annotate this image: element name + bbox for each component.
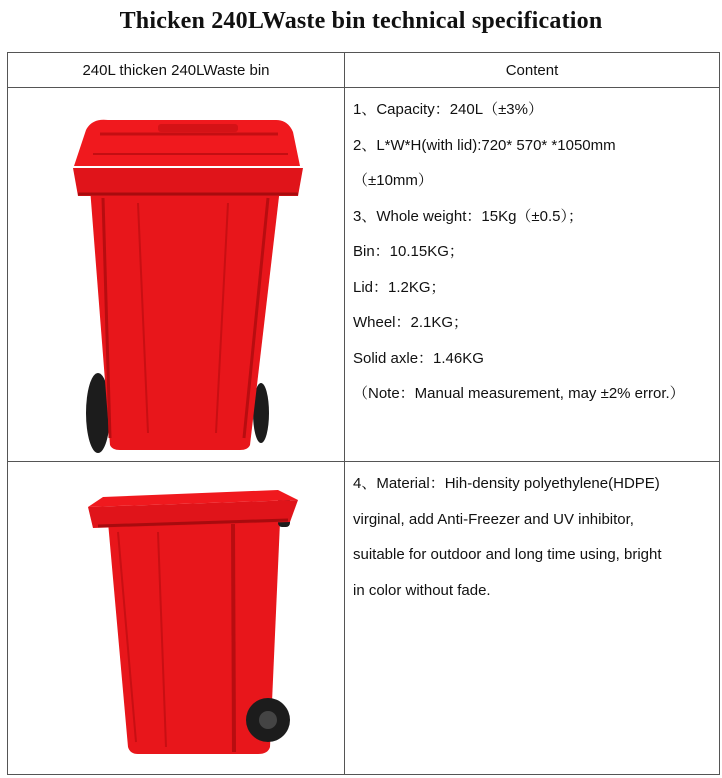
bin-front-image: [8, 88, 344, 461]
spec-table: [7, 52, 720, 775]
content-cell-specs: [345, 88, 720, 462]
spec-wheel-weight: Wheel：2.1KG；: [353, 314, 469, 331]
spec-bin-weight: Bin：10.15KG；: [353, 243, 464, 260]
header-product: 240L thicken 240LWaste bin: [8, 53, 345, 88]
page-title: Thicken 240LWaste bin technical specification: [119, 8, 603, 34]
table-row: [8, 88, 720, 462]
spec-material-line4: in color without fade.: [353, 581, 491, 599]
bin-body: [90, 188, 280, 450]
spec-dimensions-tolerance: （±10mm）: [353, 172, 433, 189]
spec-material-line3: suitable for outdoor and long time using, bright: [353, 546, 662, 563]
spec-material: 4、Material：Hih-density polyethylene(HDPE): [353, 475, 660, 492]
image-cell-side: [8, 462, 345, 775]
spec-dimensions: 2、L*W*H(with lid):720* 570* *1050mm: [353, 136, 616, 154]
bin-side-image: [8, 462, 344, 774]
spec-material-line2: virginal, add Anti-Freezer and UV inhibitor,: [353, 510, 634, 528]
table-row: [8, 462, 720, 775]
spec-axle-weight: Solid axle：1.46KG: [353, 349, 484, 367]
spec-whole-weight: 3、Whole weight：15Kg（±0.5）；: [353, 207, 584, 225]
header-content: Content: [345, 53, 720, 88]
spec-capacity: 1、Capacity：240L（±3%）: [353, 101, 543, 118]
table-header-row: [8, 53, 720, 88]
content-cell-material: [345, 462, 720, 775]
image-cell-front: [8, 88, 345, 462]
bin-rim: [73, 168, 303, 196]
spec-note: （Note：Manual measurement, may ±2% error.）: [353, 385, 685, 402]
spec-lid-weight: Lid：1.2KG；: [353, 278, 446, 296]
